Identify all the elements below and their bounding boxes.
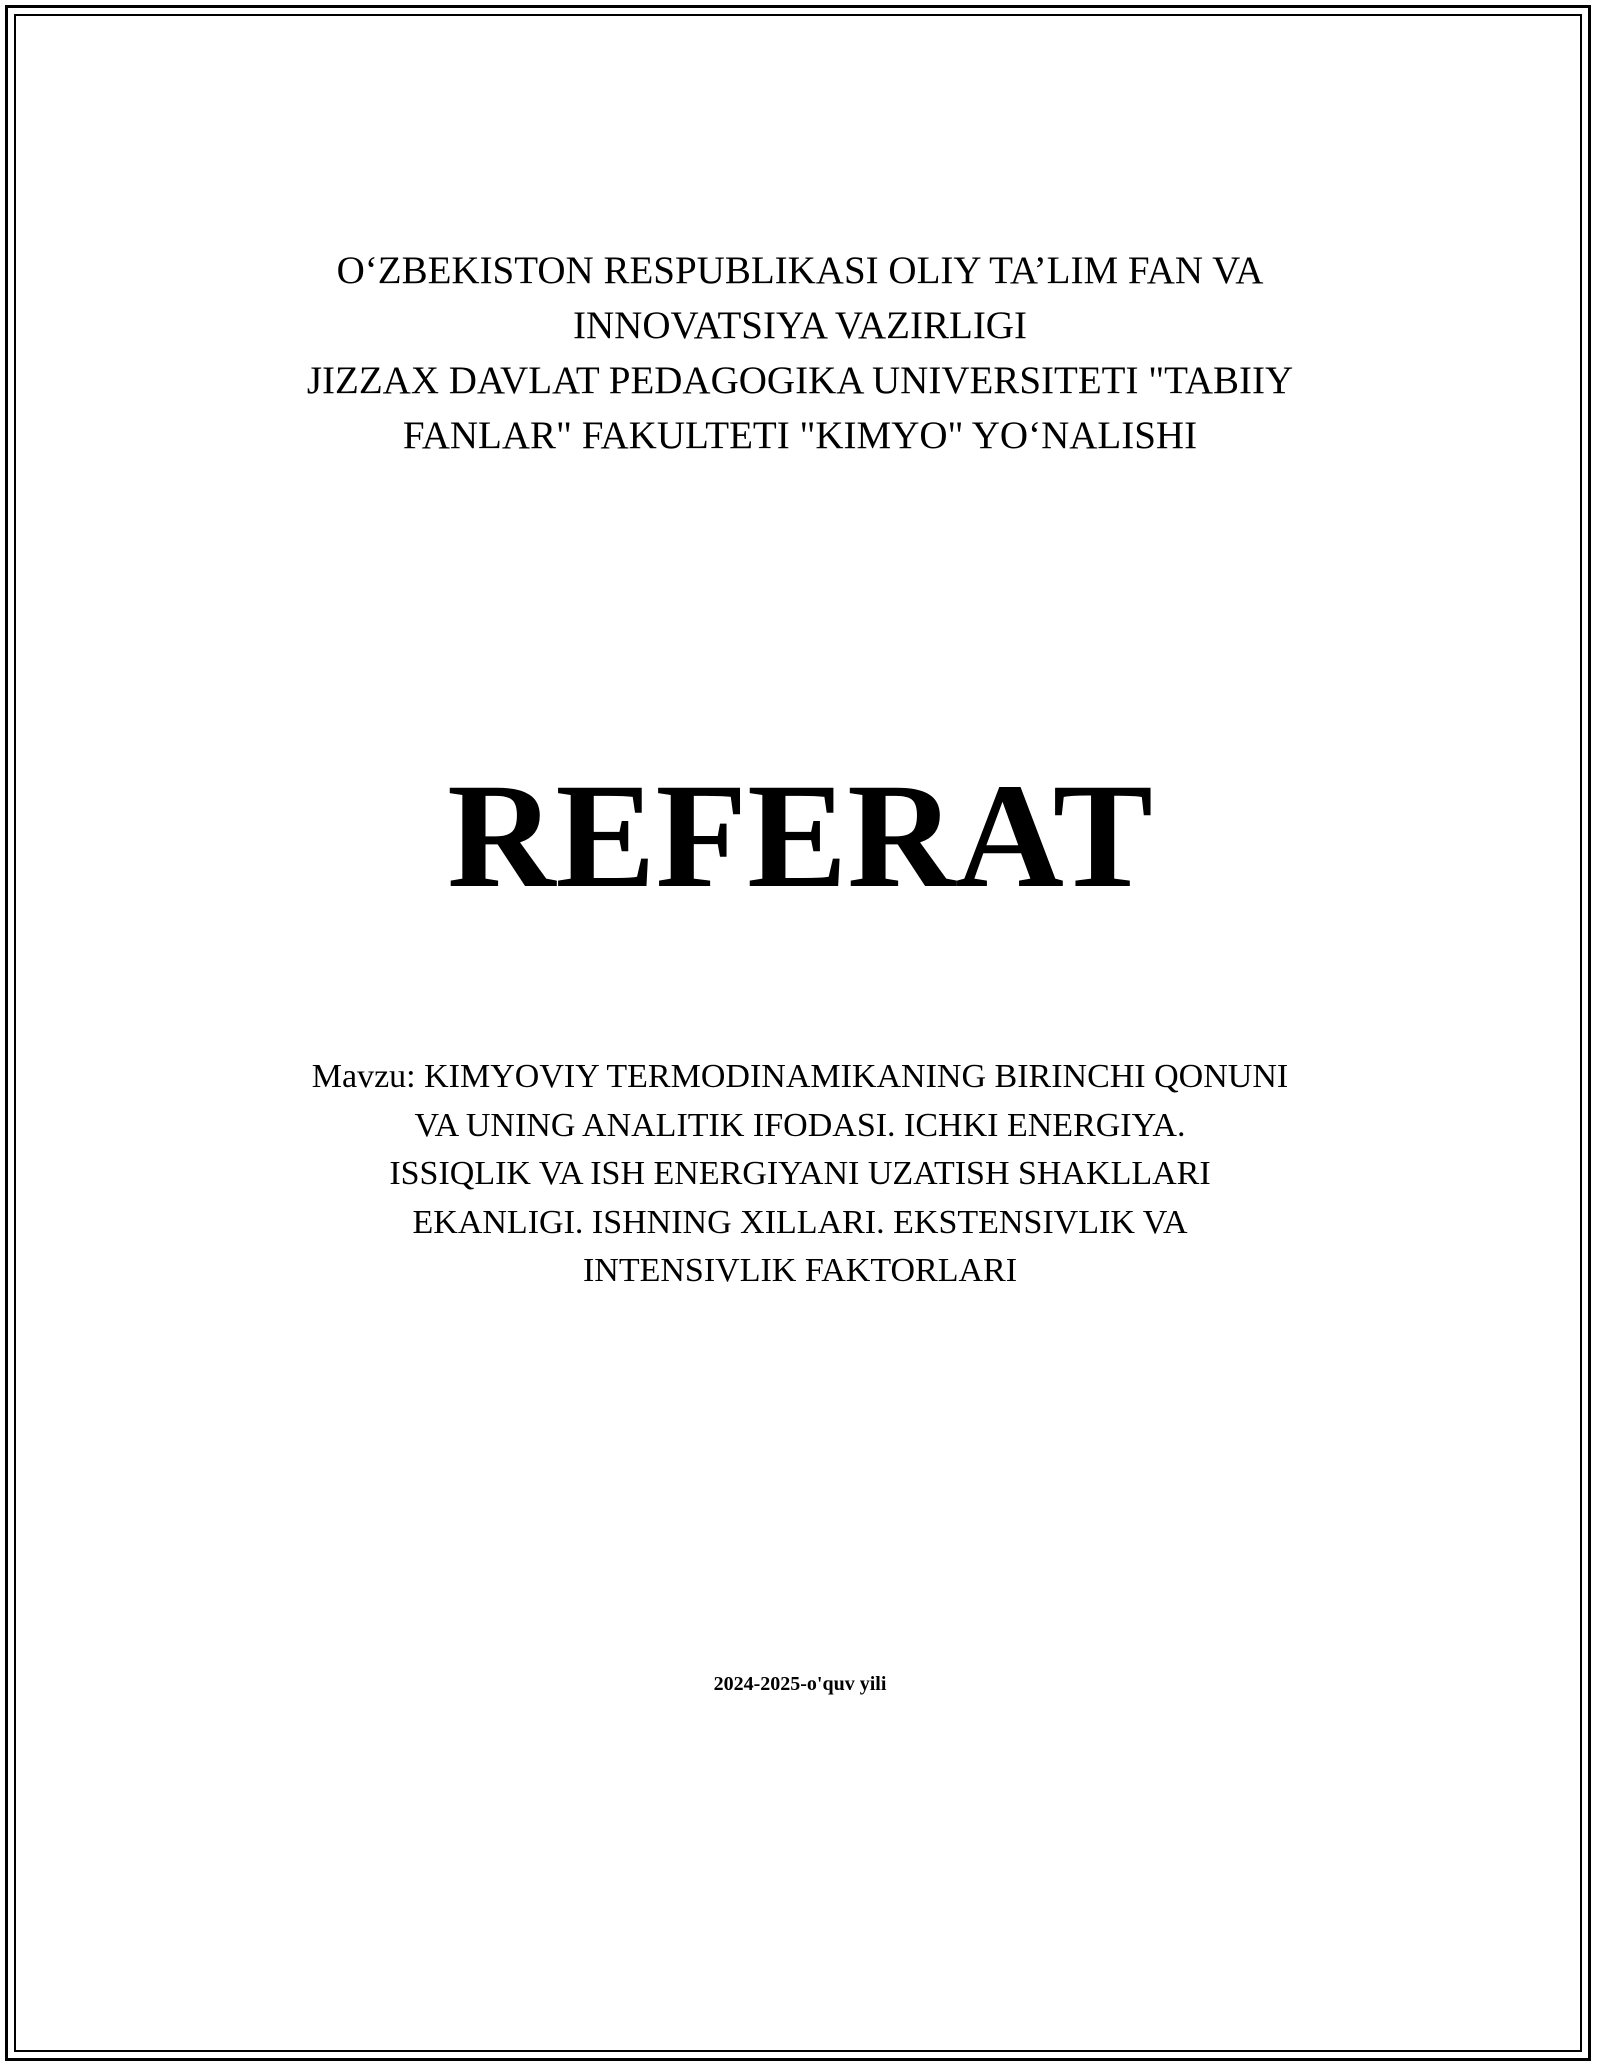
- topic-line-3: ISSIQLIK VA ISH ENERGIYANI UZATISH SHAKLLARI: [389, 1155, 1211, 1192]
- topic-line-4: EKANLIGI. ISHNING XILLARI. EKSTENSIVLIK VA: [412, 1203, 1188, 1241]
- header-line-2: INNOVATSIYA VAZIRLIGI: [573, 304, 1027, 347]
- academic-year: 2024-2025-o'quv yili: [713, 1673, 887, 1695]
- header-line-1: O‘ZBEKISTON RESPUBLIKASI OLIY TA’LIM FAN VA: [336, 249, 1264, 292]
- institution-header: [0, 243, 1600, 463]
- topic-line-1: Mavzu: KIMYOVIY TERMODINAMIKANING BIRINCHI QONUNI: [311, 1058, 1289, 1095]
- document-type-title: REFERAT: [447, 753, 1153, 919]
- topic-block: [0, 1053, 1600, 1296]
- header-line-4: FANLAR" FAKULTETI "KIMYO" YO‘NALISHI: [402, 414, 1198, 457]
- header-line-3: JIZZAX DAVLAT PEDAGOGIKA UNIVERSITETI "TABIIY: [306, 359, 1294, 402]
- topic-line-2: VA UNING ANALITIK IFODASI. ICHKI ENERGIYA.: [414, 1106, 1186, 1144]
- topic-line-5: INTENSIVLIK FAKTORLARI: [582, 1252, 1018, 1289]
